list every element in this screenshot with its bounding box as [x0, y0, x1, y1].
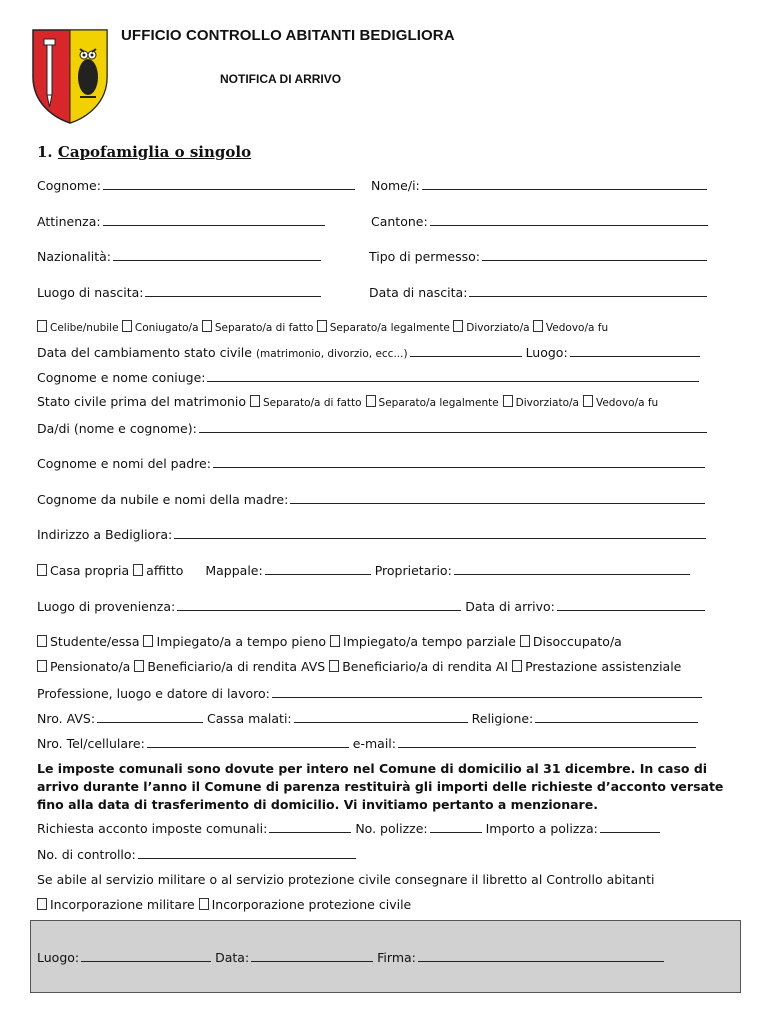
signature-row [37, 949, 664, 965]
checkbox[interactable] [202, 320, 212, 332]
cambiamento-field[interactable] [37, 344, 700, 360]
checkbox[interactable] [133, 564, 143, 576]
cantone-field[interactable] [371, 213, 708, 229]
signature-box [30, 920, 741, 993]
nazionalita-input-line[interactable] [113, 248, 321, 261]
checkbox[interactable] [250, 395, 260, 407]
indirizzo-label: Indirizzo a Bedigliora: [37, 527, 173, 542]
checkbox[interactable] [37, 660, 47, 672]
tel-label: Nro. Tel/cellulare: [37, 736, 145, 751]
checkbox[interactable] [520, 635, 530, 647]
prior-option-separato-legalmente[interactable]: Separato/a legalmente [366, 397, 499, 409]
attinenza-label: Attinenza: [37, 214, 101, 229]
checkbox[interactable] [512, 660, 522, 672]
cognome-input-line[interactable] [103, 177, 355, 190]
cognome-field[interactable] [37, 177, 355, 193]
cognome-label: Cognome: [37, 178, 101, 193]
acconto-label: Richiesta acconto imposte comunali: [37, 821, 268, 836]
option-impiegato-pieno[interactable]: Impiegato/a a tempo pieno [143, 634, 326, 649]
form-subtitle: NOTIFICA DI ARRIVO [220, 72, 342, 86]
checkbox[interactable] [37, 564, 47, 576]
coniuge-input-line[interactable] [207, 369, 699, 382]
checkbox[interactable] [143, 635, 153, 647]
checkbox[interactable] [330, 635, 340, 647]
indirizzo-field[interactable] [37, 526, 706, 542]
cambiamento-hint: (matrimonio, divorzio, ecc...) [255, 348, 408, 360]
checkbox[interactable] [134, 660, 144, 672]
housing-row [37, 562, 690, 578]
option-divorziato[interactable]: Divorziato/a [453, 322, 529, 334]
mappale-input-line[interactable] [265, 562, 371, 575]
data-nascita-label: Data di nascita: [369, 285, 468, 300]
checkbox[interactable] [122, 320, 132, 332]
avs-row [37, 710, 698, 726]
checkbox[interactable] [453, 320, 463, 332]
attinenza-field[interactable] [37, 213, 325, 229]
attinenza-input-line[interactable] [103, 213, 325, 226]
provenienza-field[interactable] [37, 598, 705, 614]
madre-label: Cognome da nubile e nomi della madre: [37, 492, 289, 507]
professione-field[interactable] [37, 685, 702, 701]
checkbox[interactable] [37, 320, 47, 332]
luogo-nascita-input-line[interactable] [145, 284, 321, 297]
footer-data-line[interactable] [251, 949, 373, 962]
footer-luogo-label: Luogo: [37, 950, 80, 965]
checkbox[interactable] [533, 320, 543, 332]
tel-input-line[interactable] [147, 735, 349, 748]
checkbox[interactable] [583, 395, 593, 407]
coat-of-arms-icon [30, 27, 110, 125]
option-separato-legalmente[interactable]: Separato/a legalmente [317, 322, 450, 334]
prior-option-divorziato[interactable]: Divorziato/a [503, 397, 579, 409]
cambiamento-label: Data del cambiamento stato civile [37, 345, 252, 360]
option-pensionato[interactable]: Pensionato/a [37, 659, 130, 674]
nome-field[interactable] [371, 177, 707, 193]
data-arrivo-input-line[interactable] [557, 598, 705, 611]
cambiamento-input-line[interactable] [410, 344, 522, 357]
proprietario-label: Proprietario: [374, 563, 452, 578]
civil-status-options [37, 320, 608, 334]
military-note: Se abile al servizio militare o al servizio protezione civile consegnare il libretto al Controllo abitanti [37, 872, 655, 887]
importo-input-line[interactable] [600, 820, 660, 833]
nazionalita-label: Nazionalità: [37, 249, 111, 264]
prior-status [37, 394, 658, 409]
dadi-label: Da/di (nome e cognome): [37, 421, 197, 436]
email-label: e-mail: [352, 736, 396, 751]
religione-input-line[interactable] [535, 710, 698, 723]
dadi-input-line[interactable] [199, 420, 707, 433]
option-coniugato[interactable]: Coniugato/a [122, 322, 199, 334]
indirizzo-input-line[interactable] [174, 526, 706, 539]
data-nascita-field[interactable] [369, 284, 707, 300]
provenienza-input-line[interactable] [177, 598, 461, 611]
footer-firma-label: Firma: [377, 950, 416, 965]
option-vedovo[interactable]: Vedovo/a fu [533, 322, 608, 334]
contact-row [37, 735, 696, 751]
tax-note: Le imposte comunali sono dovute per intero nel Comune di domicilio al 31 dicembre. In caso di arrivo durante l’anno il Comune di parenza restituirà gli importi delle richieste d’acconto versate fino alla data di trasferimento di domicilio. Vi invitiamo pertanto a menzionare. [37, 761, 724, 812]
data-arrivo-label: Data di arrivo: [465, 599, 555, 614]
religione-label: Religione: [471, 711, 534, 726]
section-title: Capofamiglia o singolo [57, 143, 252, 161]
option-rendita-avs[interactable]: Beneficiario/a di rendita AVS [134, 659, 325, 674]
data-nascita-input-line[interactable] [469, 284, 707, 297]
tipo-permesso-input-line[interactable] [482, 248, 707, 261]
footer-luogo-line[interactable] [81, 949, 211, 962]
footer-firma-line[interactable] [418, 949, 664, 962]
option-incorporazione-pc[interactable]: Incorporazione protezione civile [199, 897, 412, 912]
option-disoccupato[interactable]: Disoccupato/a [520, 634, 622, 649]
prior-option-separato-fatto[interactable]: Separato/a di fatto [250, 397, 362, 409]
email-input-line[interactable] [398, 735, 696, 748]
checkbox[interactable] [37, 635, 47, 647]
coniuge-field[interactable] [37, 369, 699, 385]
provenienza-label: Luogo di provenienza: [37, 599, 176, 614]
option-incorporazione-militare[interactable]: Incorporazione militare [37, 897, 195, 912]
military-options [37, 897, 411, 912]
professione-label: Professione, luogo e datore di lavoro: [37, 686, 270, 701]
professione-input-line[interactable] [272, 685, 702, 698]
prior-status-label: Stato civile prima del matrimonio [37, 394, 247, 409]
padre-field[interactable] [37, 455, 705, 471]
cantone-input-line[interactable] [430, 213, 708, 226]
checkbox[interactable] [199, 898, 209, 910]
luogo-nascita-label: Luogo di nascita: [37, 285, 144, 300]
coniuge-label: Cognome e nome coniuge: [37, 370, 206, 385]
importo-label: Importo a polizza: [485, 821, 598, 836]
controllo-label: No. di controllo: [37, 847, 136, 862]
mappale-label: Mappale: [205, 563, 263, 578]
checkbox[interactable] [503, 395, 513, 407]
section-heading [37, 143, 251, 161]
padre-label: Cognome e nomi del padre: [37, 456, 211, 471]
office-title: UFFICIO CONTROLLO ABITANTI BEDIGLIORA [121, 27, 455, 44]
acconto-row [37, 820, 660, 836]
polizze-input-line[interactable] [430, 820, 482, 833]
avs-input-line[interactable] [97, 710, 203, 723]
nazionalita-field[interactable] [37, 248, 321, 264]
prior-option-vedovo[interactable]: Vedovo/a fu [583, 397, 658, 409]
option-affitto[interactable]: affitto [133, 563, 183, 578]
polizze-label: No. polizze: [355, 821, 428, 836]
madre-input-line[interactable] [290, 491, 705, 504]
acconto-input-line[interactable] [269, 820, 351, 833]
option-impiegato-parziale[interactable]: Impiegato/a tempo parziale [330, 634, 516, 649]
madre-field[interactable] [37, 491, 705, 507]
cassa-label: Cassa malati: [207, 711, 292, 726]
controllo-input-line[interactable] [138, 846, 356, 859]
nome-input-line[interactable] [422, 177, 707, 190]
luogo-nascita-field[interactable] [37, 284, 321, 300]
occupation-row-2 [37, 659, 681, 674]
option-celibe[interactable]: Celibe/nubile [37, 322, 119, 334]
option-studente[interactable]: Studente/essa [37, 634, 139, 649]
checkbox[interactable] [317, 320, 327, 332]
section-number: 1. [37, 143, 53, 161]
option-separato-fatto[interactable]: Separato/a di fatto [202, 322, 314, 334]
cassa-input-line[interactable] [294, 710, 468, 723]
option-rendita-ai[interactable]: Beneficiario/a di rendita AI [329, 659, 508, 674]
padre-input-line[interactable] [213, 455, 705, 468]
option-prestazione[interactable]: Prestazione assistenziale [512, 659, 681, 674]
footer-data-label: Data: [215, 950, 250, 965]
checkbox[interactable] [366, 395, 376, 407]
occupation-row-1 [37, 634, 622, 649]
dadi-field[interactable] [37, 420, 707, 436]
controllo-field[interactable] [37, 846, 356, 862]
tipo-permesso-field[interactable] [369, 248, 707, 264]
checkbox[interactable] [37, 898, 47, 910]
nome-label: Nome/i: [371, 178, 420, 193]
cambiamento-luogo-label: Luogo: [525, 345, 568, 360]
option-casa-propria[interactable]: Casa propria [37, 563, 129, 578]
checkbox[interactable] [329, 660, 339, 672]
tipo-permesso-label: Tipo di permesso: [369, 249, 480, 264]
cantone-label: Cantone: [371, 214, 428, 229]
avs-label: Nro. AVS: [37, 711, 96, 726]
proprietario-input-line[interactable] [454, 562, 690, 575]
cambiamento-luogo-line[interactable] [570, 344, 700, 357]
